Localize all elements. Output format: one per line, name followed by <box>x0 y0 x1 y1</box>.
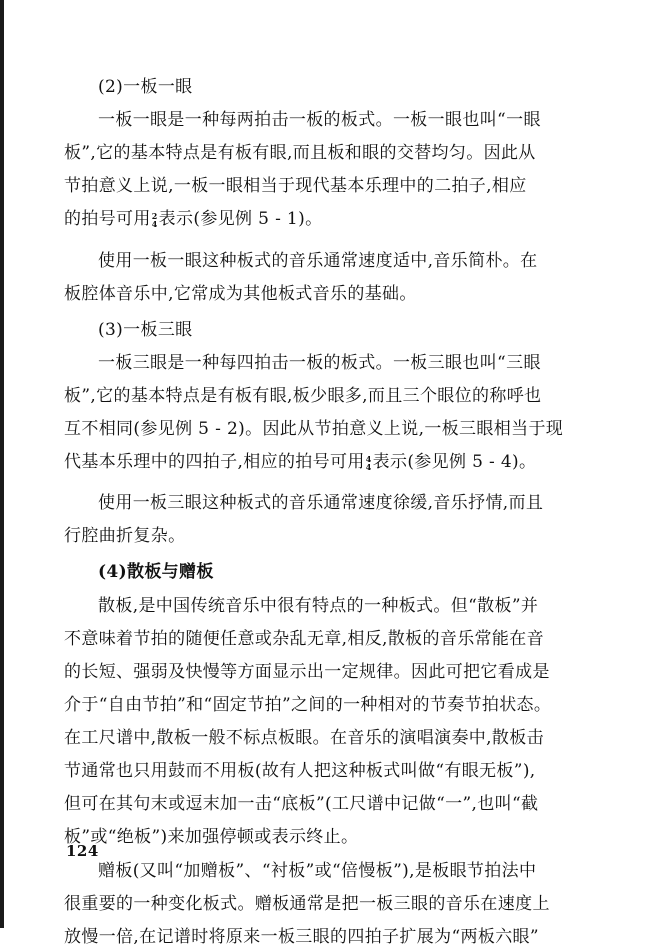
paragraph-4-line-2: 行腔曲折复杂。 <box>64 526 186 546</box>
paragraph-3-line-1: 一板三眼是一种每四拍击一板的板式。一板三眼也叫“三眼 <box>98 353 541 373</box>
time-signature-four-four: 4 4 <box>365 453 372 472</box>
paragraph-3-line-2: 板”,它的基本特点是有板有眼,板少眼多,而且三个眼位的称呼也 <box>64 386 542 406</box>
paragraph-6-line-3: 放慢一倍,在记谱时将原来一板三眼的四拍子扩展为“两板六眼” <box>64 927 539 947</box>
paragraph-6-line-1: 赠板(又叫“加赠板”、“衬板”或“倍慢板”),是板眼节拍法中 <box>98 861 537 881</box>
time-signature-two-four: 2 4 <box>151 210 158 229</box>
paragraph-3-line-3: 互不相同(参见例 5 - 2)。因此从节拍意义上说,一板三眼相当于现 <box>64 419 564 439</box>
paragraph-2-line-1: 使用一板一眼这种板式的音乐通常速度适中,音乐简朴。在 <box>98 251 538 271</box>
paragraph-5-line-5: 在工尺谱中,散板一般不标点板眼。在音乐的演唱演奏中,散板击 <box>64 728 544 748</box>
section-4-heading: (4)散板与赠板 <box>98 562 214 582</box>
paragraph-6-line-2: 很重要的一种变化板式。赠板通常是把一板三眼的音乐在速度上 <box>64 894 550 914</box>
page-number: 124 <box>66 842 99 860</box>
paragraph-4-line-1: 使用一板三眼这种板式的音乐通常速度徐缓,音乐抒情,而且 <box>98 493 544 513</box>
paragraph-2-line-2: 板腔体音乐中,它常成为其他板式音乐的基础。 <box>64 284 417 304</box>
page-edge-rule <box>0 0 4 928</box>
paragraph-5-line-3: 的长短、强弱及快慢等方面显示出一定规律。因此可把它看成是 <box>64 662 550 682</box>
paragraph-1-line-1: 一板一眼是一种每两拍击一板的板式。一板一眼也叫“一眼 <box>98 110 541 130</box>
paragraph-1-line-4-start: 的拍号可用 <box>64 209 151 229</box>
paragraph-3-line-4 <box>64 451 536 473</box>
paragraph-5-line-7: 但可在其句末或逗末加一击“底板”(工尺谱中记做“一”,也叫“截 <box>64 794 539 814</box>
paragraph-5-line-8: 板”或“绝板”)来加强停顿或表示终止。 <box>64 827 359 847</box>
paragraph-1-line-2: 板”,它的基本特点是有板有眼,而且板和眼的交替均匀。因此从 <box>64 143 536 163</box>
paragraph-1-line-3: 节拍意义上说,一板一眼相当于现代基本乐理中的二拍子,相应 <box>64 176 527 196</box>
paragraph-5-line-4: 介于“自由节拍”和“固定节拍”之间的一种相对的节奏节拍状态。 <box>64 695 552 715</box>
paragraph-5-line-1: 散板,是中国传统音乐中很有特点的一种板式。但“散板”并 <box>98 596 539 616</box>
paragraph-3-line-4-start: 代基本乐理中的四拍子,相应的拍号可用 <box>64 452 365 472</box>
paragraph-3-line-4-end: 表示(参见例 5 - 4)。 <box>372 452 537 472</box>
paragraph-5-line-2: 不意味着节拍的随便任意或杂乱无章,相反,散板的音乐常能在音 <box>64 629 544 649</box>
paragraph-5-line-6: 节通常也只用鼓而不用板(故有人把这种板式叫做“有眼无板”), <box>64 761 536 781</box>
section-3-heading: (3)一板三眼 <box>98 320 193 340</box>
paragraph-1-line-4 <box>64 208 322 230</box>
section-2-heading: (2)一板一眼 <box>98 77 193 97</box>
paragraph-1-line-4-end: 表示(参见例 5 - 1)。 <box>158 209 323 229</box>
